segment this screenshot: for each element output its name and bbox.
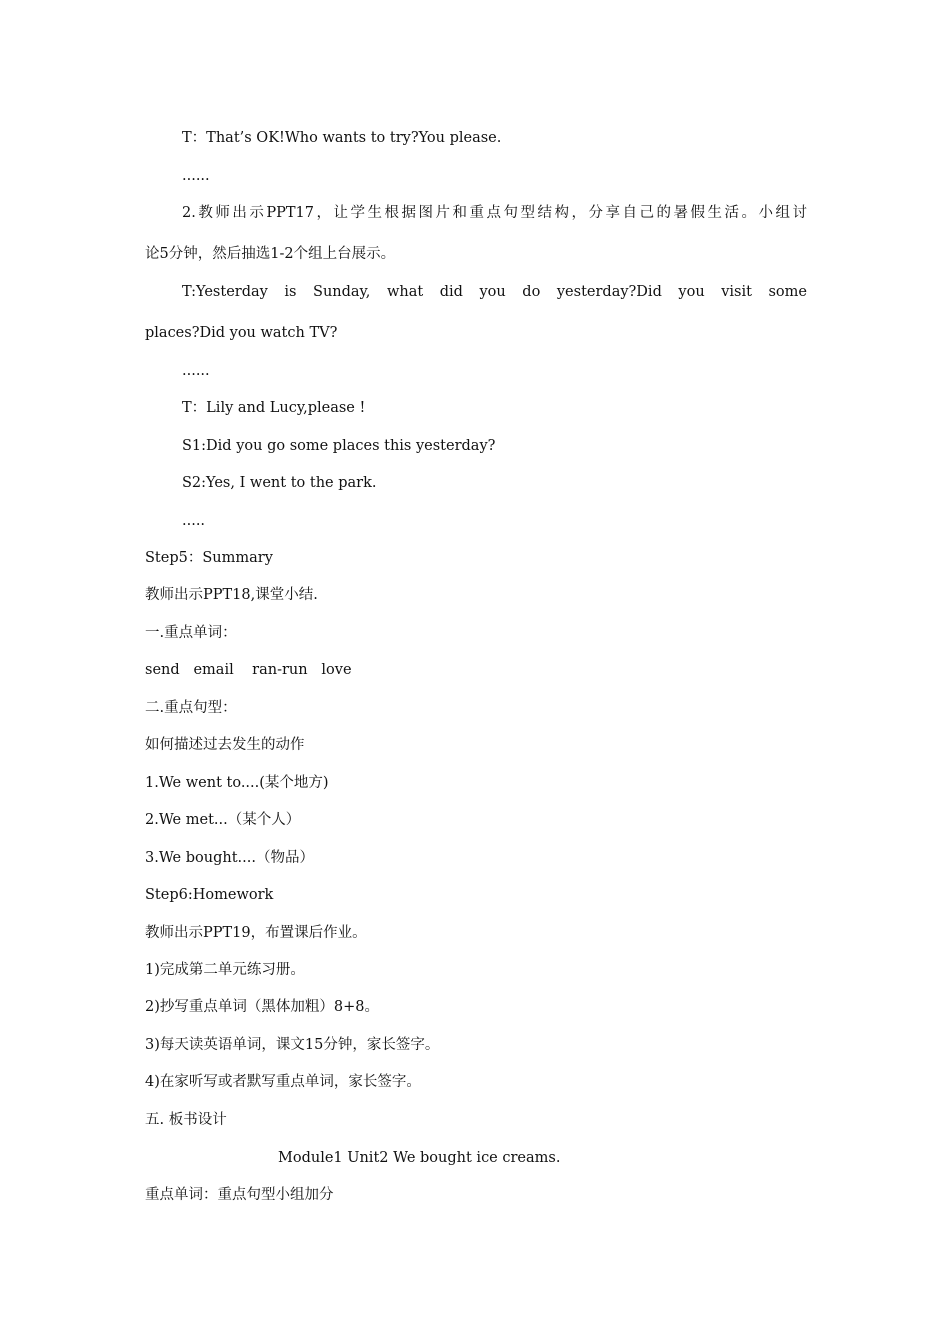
step6-heading: Step6:Homework (145, 887, 274, 903)
key-words-heading: 一.重点单词： (145, 625, 237, 641)
homework-item-4: 4)在家听写或者默写重点单词，家长签字。 (145, 1074, 421, 1090)
board-design-title: Module1 Unit2 We bought ice creams. (278, 1150, 561, 1166)
homework-instruction: 教师出示PPT19，布置课后作业。 (145, 925, 367, 941)
key-sentence-1: 1.We went to....(某个地方) (145, 775, 329, 791)
board-design-content: 重点单词：重点句型小组加分 (145, 1187, 334, 1203)
dialogue-line-teacher-try: T：That’s OK!Who wants to try?You please. (182, 130, 502, 146)
summary-instruction: 教师出示PPT18,课堂小结. (145, 587, 318, 603)
ellipsis-line: ...... (182, 168, 210, 184)
dialogue-student1: S1:Did you go some places this yesterday? (182, 438, 496, 454)
board-design-heading: 五. 板书设计 (145, 1112, 227, 1128)
instruction-ppt17-line1: 2.教师出示PPT17，让学生根据图片和重点句型结构，分享自己的暑假生活。小组讨 (182, 205, 807, 221)
dialogue-teacher-lily-lucy: T：Lily and Lucy,please ! (182, 400, 366, 416)
homework-item-1: 1)完成第二单元练习册。 (145, 962, 305, 978)
dialogue-student2: S2:Yes, I went to the park. (182, 475, 377, 491)
key-sentence-3: 3.We bought....（物品） (145, 850, 314, 866)
ellipsis-line: ..... (182, 513, 206, 529)
homework-item-2: 2)抄写重点单词（黑体加粗）8+8。 (145, 999, 379, 1015)
homework-item-3: 3)每天读英语单词，课文15分钟，家长签字。 (145, 1037, 440, 1053)
dialogue-teacher-yesterday-line2: places?Did you watch TV? (145, 325, 338, 341)
key-sentence-2: 2.We met...（某个人） (145, 812, 301, 828)
key-sentences-intro: 如何描述过去发生的动作 (145, 737, 305, 753)
step5-heading: Step5：Summary (145, 550, 273, 566)
ellipsis-line: ...... (182, 363, 210, 379)
key-words-list: send email ran-run love (145, 662, 352, 678)
instruction-ppt17-line2: 论5分钟，然后抽选1-2个组上台展示。 (145, 246, 396, 262)
key-sentences-heading: 二.重点句型： (145, 700, 237, 716)
dialogue-teacher-yesterday-line1: T:Yesterday is Sunday, what did you do yesterday?Did you visit some (182, 284, 807, 300)
